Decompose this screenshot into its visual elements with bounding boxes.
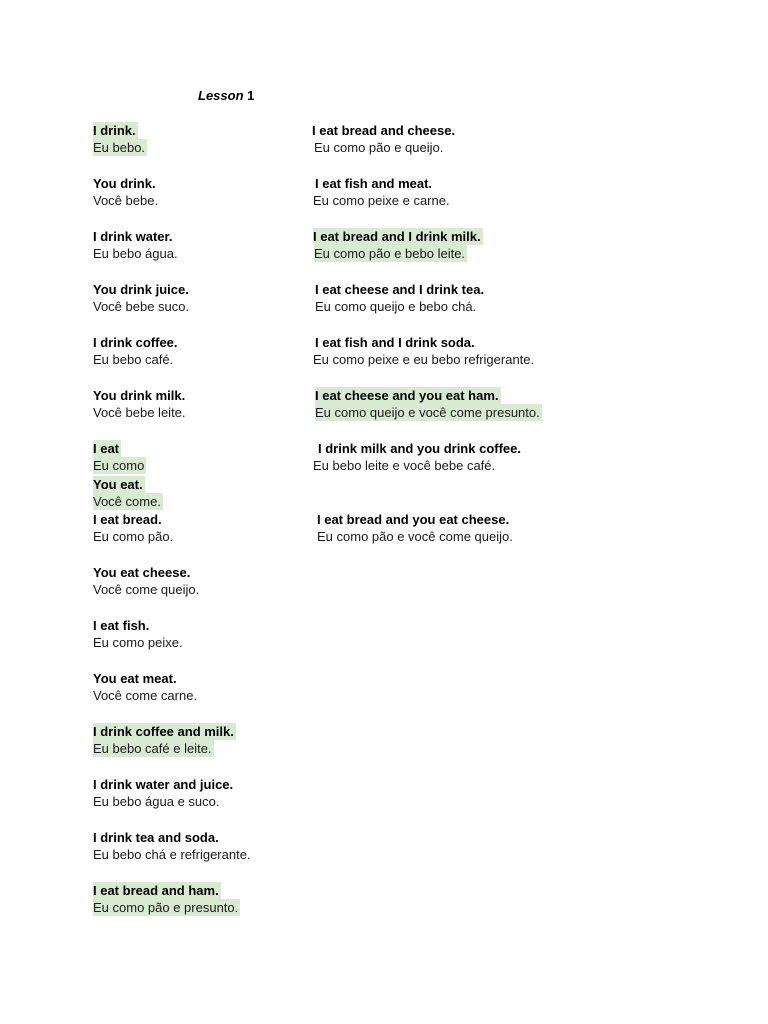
left_column-portuguese-16: Eu como pão e presunto. [93, 900, 239, 915]
right_column-portuguese-2: Eu como peixe e carne. [313, 193, 450, 208]
left_column-portuguese-11: Eu como peixe. [93, 635, 183, 650]
right_column-english-2: I eat fish and meat. [315, 176, 433, 191]
left_column-english-9: I eat bread. [93, 512, 162, 527]
left_column-english-11: I eat fish. [93, 618, 150, 633]
left_column-portuguese-8: Você come. [93, 494, 161, 509]
right_column-english-5: I eat fish and I drink soda. [315, 335, 475, 350]
left_column-portuguese-12: Você come carne. [93, 688, 198, 703]
right_column-english-6: I eat cheese and you eat ham. [315, 388, 499, 403]
left_column-portuguese-2: Você bebe. [93, 193, 159, 208]
left_column-portuguese-4: Você bebe suco. [93, 299, 190, 314]
left_column-portuguese-15: Eu bebo chá e refrigerante. [93, 847, 251, 862]
right_column-english-7: I drink milk and you drink coffee. [318, 441, 521, 456]
left_column-portuguese-13: Eu bebo café e leite. [93, 741, 212, 756]
right_column-english-1: I eat bread and cheese. [312, 123, 456, 138]
right_column-portuguese-4: Eu como queijo e bebo chá. [315, 299, 477, 314]
left_column-english-4: You drink juice. [93, 282, 189, 297]
lesson-title-number: 1 [247, 88, 255, 103]
left_column-english-14: I drink water and juice. [93, 777, 234, 792]
left_column-english-10: You eat cheese. [93, 565, 191, 580]
right_column-english-4: I eat cheese and I drink tea. [315, 282, 485, 297]
left_column-portuguese-6: Você bebe leite. [93, 405, 186, 420]
left_column-english-7: I eat [93, 441, 120, 456]
left_column-portuguese-14: Eu bebo água e suco. [93, 794, 220, 809]
left_column-english-13: I drink coffee and milk. [93, 724, 234, 739]
left_column-english-3: I drink water. [93, 229, 173, 244]
lesson-title [198, 87, 254, 104]
right_column-portuguese-5: Eu como peixe e eu bebo refrigerante. [313, 352, 535, 367]
right_column-portuguese-6: Eu como queijo e você come presunto. [315, 405, 540, 420]
left_column-portuguese-5: Eu bebo café. [93, 352, 174, 367]
left_column-portuguese-10: Você come queijo. [93, 582, 200, 597]
left_column-english-8: You eat. [93, 477, 143, 492]
right_column-portuguese-1: Eu como pão e queijo. [314, 140, 444, 155]
left_column-portuguese-3: Eu bebo água. [93, 246, 178, 261]
left_column-english-5: I drink coffee. [93, 335, 178, 350]
left_column-portuguese-9: Eu como pão. [93, 529, 174, 544]
right_column-english-8: I eat bread and you eat cheese. [317, 512, 510, 527]
right_column-portuguese-3: Eu como pão e bebo leite. [314, 246, 466, 261]
left_column-english-12: You eat meat. [93, 671, 177, 686]
left_column-english-16: I eat bread and ham. [93, 883, 219, 898]
lesson-title-word: Lesson [198, 88, 244, 103]
left_column-portuguese-1: Eu bebo. [93, 140, 146, 155]
right_column-english-3: I eat bread and I drink milk. [313, 229, 481, 244]
right_column-portuguese-7: Eu bebo leite e você bebe café. [313, 458, 496, 473]
left_column-english-2: You drink. [93, 176, 156, 191]
left_column-english-1: I drink. [93, 123, 136, 138]
left_column-english-15: I drink tea and soda. [93, 830, 219, 845]
right_column-portuguese-8: Eu como pão e você come queijo. [317, 529, 513, 544]
left_column-portuguese-7: Eu como [93, 458, 145, 473]
left_column-english-6: You drink milk. [93, 388, 186, 403]
